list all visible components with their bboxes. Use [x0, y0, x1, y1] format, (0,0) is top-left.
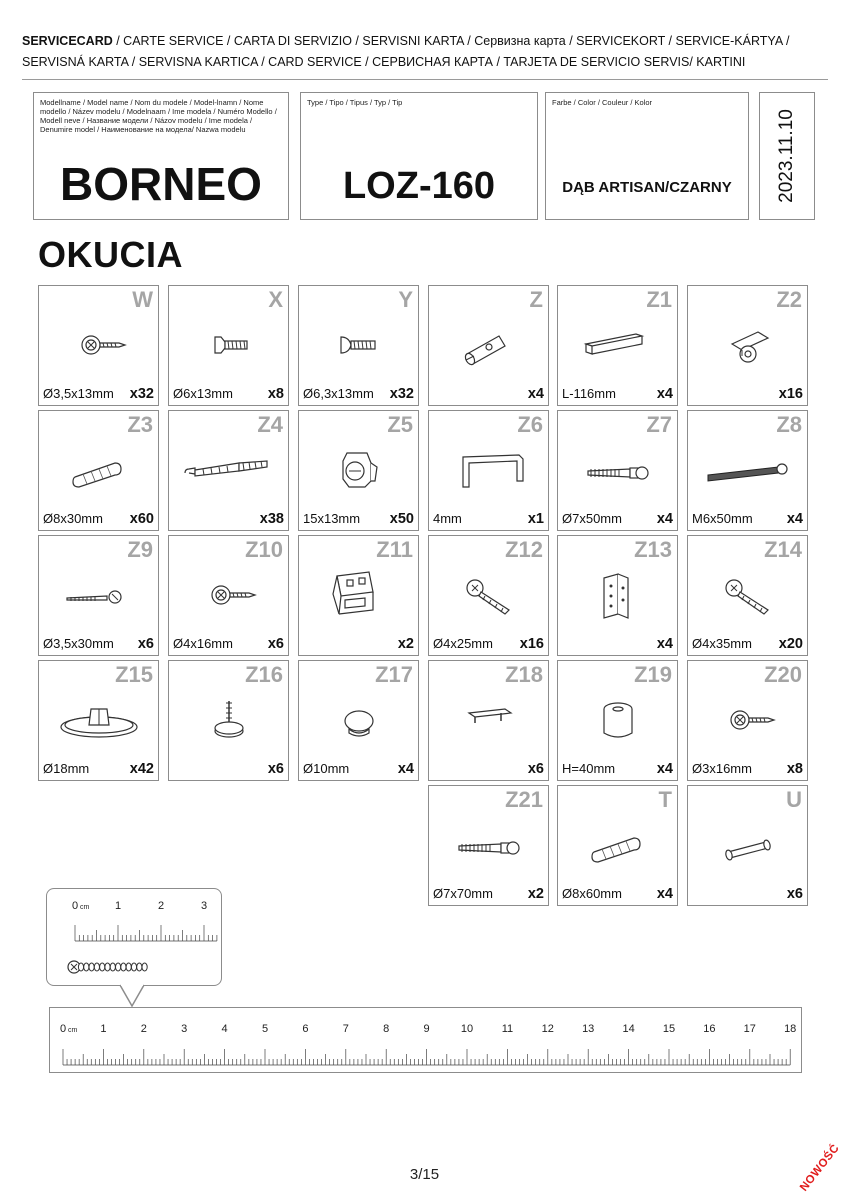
date-box — [759, 92, 815, 220]
screw-washer-icon — [698, 691, 798, 749]
header-line-1: SERVICECARD / CARTE SERVICE / CARTA DI SERVIZIO / SERVISNI KARTA / Сервизна карта / SERVICEKORT / SERVICE-KÁRTYA / — [22, 34, 790, 48]
part-quantity: x4 — [656, 386, 673, 402]
part-size: Ø6x13mm — [173, 386, 233, 401]
part-card-z6 — [428, 410, 549, 531]
connector-bolt-icon — [179, 441, 279, 499]
part-card-z1 — [557, 285, 678, 406]
ruler-label: 3 — [181, 1023, 188, 1035]
part-card-z4 — [168, 410, 289, 531]
part-code: T — [658, 787, 672, 812]
part-code: Z10 — [245, 537, 283, 562]
part-code: Z5 — [387, 412, 413, 437]
part-size: L-116mm — [562, 386, 616, 401]
part-card-z3 — [38, 410, 159, 531]
screw-washer-icon — [49, 316, 149, 374]
zoom-callout — [46, 888, 222, 986]
color-label: Farbe / Color / Couleur / Kolor — [552, 98, 653, 107]
part-code: Z15 — [115, 662, 153, 687]
part-code: Z11 — [376, 537, 413, 562]
ruler-label: 14 — [622, 1023, 635, 1035]
part-quantity: x4 — [656, 636, 673, 652]
new-badge: NOWOŚĆ — [798, 1142, 842, 1194]
model-name-value: BORNEO — [60, 158, 262, 210]
part-code: Z — [529, 287, 543, 312]
part-code: X — [268, 287, 283, 312]
part-quantity: x6 — [267, 761, 284, 777]
nail-glide-icon — [179, 691, 279, 749]
angled-screw-icon — [698, 566, 798, 624]
part-size: H=40mm — [562, 761, 616, 776]
part-quantity: x4 — [786, 511, 803, 527]
part-quantity: x2 — [397, 636, 414, 652]
part-card-z5 — [298, 410, 419, 531]
screw-sample-icon — [68, 961, 147, 973]
part-quantity: x16 — [519, 636, 544, 652]
ruler-label: 17 — [743, 1023, 756, 1035]
part-card-z17 — [298, 660, 419, 781]
type-label: Type / Tipo / Tipus / Typ / Tip — [307, 98, 403, 107]
zoom-ruler-unit: cm — [80, 904, 90, 911]
zoom-ruler-label: 0 — [71, 900, 79, 912]
part-size: Ø4x25mm — [433, 636, 493, 651]
part-quantity: x4 — [656, 886, 673, 902]
ruler-unit: cm — [68, 1027, 78, 1034]
part-card-z7 — [557, 410, 678, 531]
long-screw-icon — [49, 566, 149, 624]
ruler-label: 1 — [100, 1023, 107, 1035]
part-quantity: x32 — [129, 386, 154, 402]
part-code: Z18 — [505, 662, 543, 687]
connector-pin-icon — [698, 816, 798, 874]
callout-pointer — [118, 983, 148, 1009]
countersunk-screw-icon — [179, 316, 279, 374]
part-quantity: x6 — [786, 886, 803, 902]
barrel-nut-icon — [439, 316, 539, 374]
confirmat-screw-icon — [439, 816, 539, 874]
color-value: DĄB ARTISAN/CZARNY — [562, 179, 732, 196]
part-card-z8 — [687, 410, 808, 531]
screw-washer-icon — [179, 566, 279, 624]
castor-wheel-icon — [698, 316, 798, 374]
part-code: Z1 — [646, 287, 672, 312]
part-size: Ø3x16mm — [692, 761, 752, 776]
part-size: 4mm — [433, 511, 462, 526]
part-card-z2 — [687, 285, 808, 406]
shelf-support-icon — [439, 691, 539, 749]
part-card-z21 — [428, 785, 549, 906]
part-code: W — [132, 287, 153, 312]
part-code: Z17 — [375, 662, 413, 687]
ruler-label: 12 — [541, 1023, 554, 1035]
ruler-label: 7 — [342, 1023, 349, 1035]
part-card-z12 — [428, 535, 549, 656]
ruler-label: 2 — [140, 1023, 147, 1035]
ruler-label: 4 — [221, 1023, 228, 1035]
part-quantity: x16 — [778, 386, 803, 402]
part-size: Ø4x16mm — [173, 636, 233, 651]
part-code: Z13 — [634, 537, 672, 562]
part-quantity: x6 — [267, 636, 284, 652]
part-quantity: x2 — [527, 886, 544, 902]
part-card-z18 — [428, 660, 549, 781]
model-name-box — [33, 92, 289, 220]
part-quantity: x8 — [267, 386, 284, 402]
part-quantity: x50 — [389, 511, 414, 527]
part-card-t — [557, 785, 678, 906]
header-divider — [22, 79, 828, 80]
model-name-label: Modellname / Model name / Nom du modele / Model-lnamn / Nome modello / Název modelu / Modelnaam / Ime modela / Numéro Modello / Modell neve / Название модели / Názov modelu / Ime modela / Denumire model / Наименование на модела/ Nazwa modelu — [40, 98, 277, 134]
part-quantity: x6 — [137, 636, 154, 652]
part-code: Z4 — [257, 412, 283, 437]
cover-cap-icon — [309, 691, 409, 749]
part-card-z13 — [557, 535, 678, 656]
part-size: Ø7x70mm — [433, 886, 493, 901]
part-quantity: x4 — [527, 386, 544, 402]
part-size: 15x13mm — [303, 511, 361, 526]
ruler-label: 8 — [383, 1023, 390, 1035]
part-size: Ø6,3x13mm — [303, 386, 374, 401]
page-number: 3/15 — [409, 1166, 440, 1183]
ruler-label: 9 — [423, 1023, 430, 1035]
ruler-label: 13 — [582, 1023, 595, 1035]
foot-cylinder-icon — [568, 691, 668, 749]
part-quantity: x1 — [527, 511, 544, 527]
part-size: Ø3,5x13mm — [43, 386, 114, 401]
hinge-bracket-icon — [309, 566, 409, 624]
part-code: Z14 — [764, 537, 802, 562]
pan-screw-icon — [309, 316, 409, 374]
part-size: Ø18mm — [43, 761, 90, 776]
part-card-z — [428, 285, 549, 406]
part-size: M6x50mm — [692, 511, 753, 526]
part-quantity: x8 — [786, 761, 803, 777]
ruler-label: 6 — [302, 1023, 309, 1035]
part-card-z20 — [687, 660, 808, 781]
part-quantity: x20 — [778, 636, 803, 652]
part-code: Z12 — [505, 537, 543, 562]
part-quantity: x4 — [656, 511, 673, 527]
part-card-z11 — [298, 535, 419, 656]
part-code: Z20 — [764, 662, 802, 687]
type-value: LOZ-160 — [342, 165, 496, 207]
date-value: 2023.11.10 — [776, 109, 797, 203]
ruler-label: 0 — [59, 1023, 67, 1035]
part-code: Z2 — [776, 287, 802, 312]
part-quantity: x6 — [527, 761, 544, 777]
part-size: Ø10mm — [303, 761, 350, 776]
part-size: Ø7x50mm — [562, 511, 622, 526]
handle-profile-icon — [568, 316, 668, 374]
part-card-z15 — [38, 660, 159, 781]
part-card-y — [298, 285, 419, 406]
part-card-z10 — [168, 535, 289, 656]
part-code: Z16 — [245, 662, 283, 687]
part-code: Y — [398, 287, 413, 312]
part-card-w — [38, 285, 159, 406]
section-title: OKUCIA — [38, 234, 183, 275]
part-quantity: x42 — [129, 761, 154, 777]
ruler-label: 5 — [261, 1023, 269, 1035]
part-card-z14 — [687, 535, 808, 656]
allen-key-icon — [439, 441, 539, 499]
part-quantity: x38 — [259, 511, 284, 527]
part-quantity: x4 — [656, 761, 673, 777]
part-card-z9 — [38, 535, 159, 656]
header-line-2: SERVISNÁ KARTA / SERVISNA KARTICA / CARD SERVICE / СЕРВИСНАЯ КАРТА / TARJETA DE SERVICIO SERVIS/ KARTINI — [22, 55, 746, 69]
part-size: Ø3,5x30mm — [43, 636, 114, 651]
ruler-label: 11 — [501, 1023, 514, 1035]
color-box — [545, 92, 749, 220]
part-code: Z8 — [776, 412, 802, 437]
part-code: Z9 — [127, 537, 153, 562]
ruler-label: 18 — [784, 1023, 797, 1035]
part-quantity: x4 — [397, 761, 414, 777]
confirmat-screw-icon — [568, 441, 668, 499]
part-card-u — [687, 785, 808, 906]
cam-cover-disc-icon — [49, 691, 149, 749]
part-size: Ø8x60mm — [562, 886, 622, 901]
part-quantity: x32 — [389, 386, 414, 402]
angle-bracket-icon — [568, 566, 668, 624]
threaded-bolt-icon — [698, 441, 798, 499]
ruler-label: 16 — [703, 1023, 716, 1035]
part-code: Z6 — [517, 412, 543, 437]
part-code: U — [786, 787, 802, 812]
part-code: Z7 — [646, 412, 672, 437]
zoom-ruler-label: 3 — [200, 900, 208, 912]
part-code: Z21 — [505, 787, 543, 812]
part-size: Ø8x30mm — [43, 511, 103, 526]
ruler-label: 10 — [460, 1023, 474, 1035]
zoom-ruler-label: 1 — [114, 900, 122, 912]
part-quantity: x60 — [129, 511, 154, 527]
part-card-x — [168, 285, 289, 406]
ruler-label: 15 — [662, 1023, 676, 1035]
zoom-ruler — [47, 889, 223, 987]
part-card-z16 — [168, 660, 289, 781]
part-code: Z3 — [127, 412, 153, 437]
part-size: Ø4x35mm — [692, 636, 752, 651]
measuring-ruler — [49, 1007, 802, 1073]
zoom-ruler-label: 2 — [157, 900, 165, 912]
wood-dowel-icon — [568, 816, 668, 874]
angled-screw-icon — [439, 566, 539, 624]
part-code: Z19 — [634, 662, 672, 687]
wood-dowel-icon — [49, 441, 149, 499]
cam-lock-icon — [309, 441, 409, 499]
type-box — [300, 92, 538, 220]
part-card-z19 — [557, 660, 678, 781]
